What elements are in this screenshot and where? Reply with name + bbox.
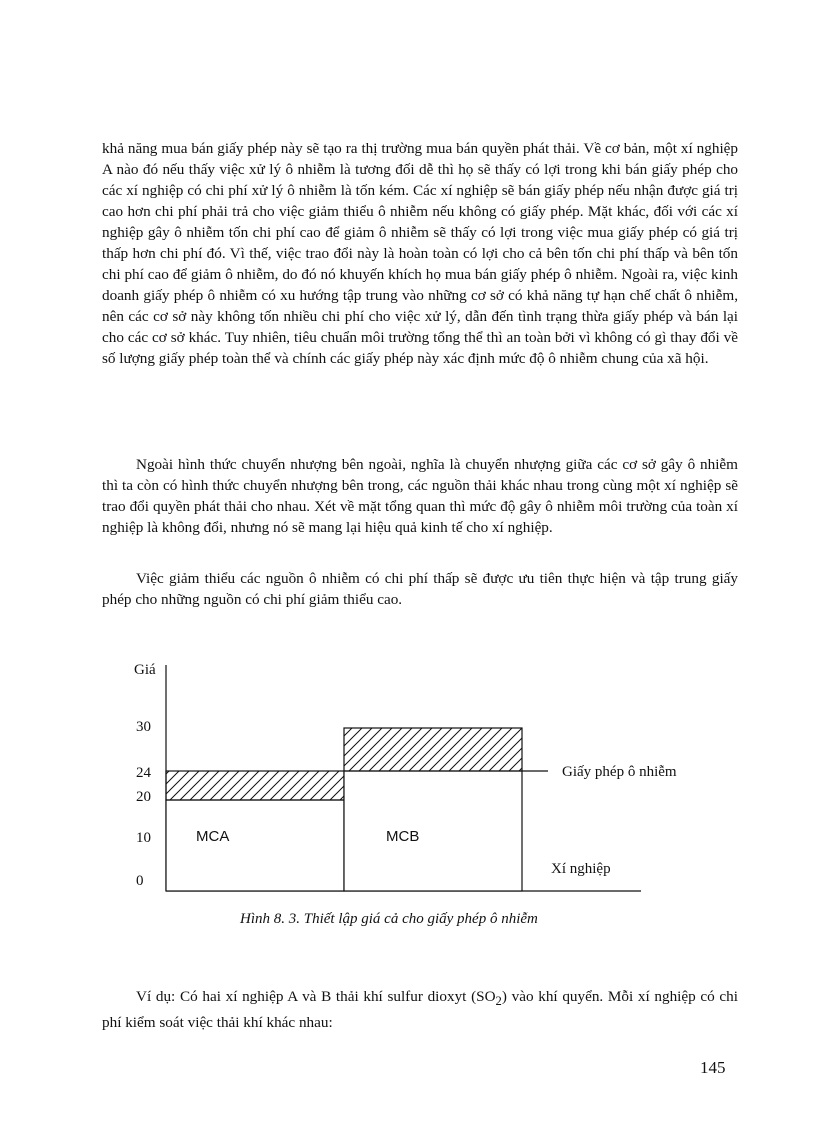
paragraph-1: khả năng mua bán giấy phép này sẽ tạo ra thị trường mua bán quyền phát thải. Về cơ bản, một xí nghiệp A nào đó nếu thấy việc xử lý ô nhiễm là tương đối dễ thì họ sẽ thấy có lợi trong khi bán giấy phép cho các xí nghiệp có chi phí xử lý ô nhiễm là tốn kém. Các xí nghiệp sẽ bán giấy phép nếu nhận được giá trị cao hơn chi phí phải trả cho việc giảm thiểu ô nhiễm nếu không có giấy phép. Mặt khác, đối với các xí nghiệp gây ô nhiễm tốn chi phí cao để giảm ô nhiễm sẽ thấy có lợi trong việc mua giấy phép có giá trị thấp hơn chi phí đó. Vì thế, việc trao đổi này là hoàn toàn có lợi cho cả bên tốn chi phí thấp và bên tốn chi phí cao để giảm ô nhiễm, do đó nó khuyến khích họ mua bán giấy phép ô nhiễm. Ngoài ra, việc kinh doanh giấy phép ô nhiễm có xu hướng tập trung vào những cơ sở có khả năng tự hạn chế chất ô nhiễm, nên các cơ sở này không tốn nhiều chi phí cho việc xử lý, dẫn đến tình trạng thừa giấy phép và bán lại cho các cơ sở khác. Tuy nhiên, tiêu chuẩn môi trường tổng thể thì an toàn bởi vì không có gì thay đổi về số lượng giấy phép toàn thể và chính các giấy phép này xác định mức độ ô nhiễm chung của xã hội. (102, 140, 738, 367)
figure-caption: Hình 8. 3. Thiết lập giá cả cho giấy phép ô nhiễm (240, 911, 538, 927)
bar-label-mcb: MCB (386, 828, 420, 845)
paragraph-4-text-b: ) vào khí quyển. Mỗi xí nghiệp có chi phí kiểm soát việc thải khí khác nhau: (102, 988, 738, 1032)
bar-mca-base (166, 800, 344, 891)
bar-mcb-base (344, 771, 522, 891)
paragraph-2: Ngoài hình thức chuyển nhượng bên ngoài, nghĩa là chuyển nhượng giữa các cơ sở gây ô nhiễm thì ta còn có hình thức chuyển nhượng bên trong, các nguồn thải khác nhau trong cùng một xí nghiệp sẽ trao đổi quyền phát thải cho nhau. Xét về mặt tổng quan thì mức độ gây ô nhiễm môi trường của toàn xí nghiệp là không đổi, nhưng nó sẽ mang lại hiệu quả kinh tế cho xí nghiệp. (102, 456, 738, 536)
y-tick-label-24: 24 (136, 765, 151, 781)
y-tick-label-10: 10 (136, 830, 151, 846)
paragraph-4-text-a: Ví dụ: Có hai xí nghiệp A và B thải khí sulfur dioxyt (SO (136, 988, 496, 1005)
permit-price-label: Giấy phép ô nhiễm (562, 764, 677, 780)
paragraph-4 (102, 986, 738, 1033)
x-axis-label: Xí nghiệp (551, 861, 611, 877)
bar-label-mca: MCA (196, 828, 230, 845)
y-tick-label-0: 0 (136, 873, 144, 889)
bar-mca-hatched (166, 771, 344, 800)
y-tick-label-30: 30 (136, 719, 151, 735)
page-number: 145 (700, 1058, 726, 1077)
y-axis-label: Giá (134, 662, 156, 678)
paragraph-4-subscript: 2 (495, 994, 502, 1009)
y-tick-label-20: 20 (136, 789, 151, 805)
bar-mcb-hatched (344, 728, 522, 771)
paragraph-3: Việc giảm thiểu các nguồn ô nhiễm có chi phí thấp sẽ được ưu tiên thực hiện và tập trung giấy phép cho những nguồn có chi phí giảm thiểu cao. (102, 570, 738, 608)
